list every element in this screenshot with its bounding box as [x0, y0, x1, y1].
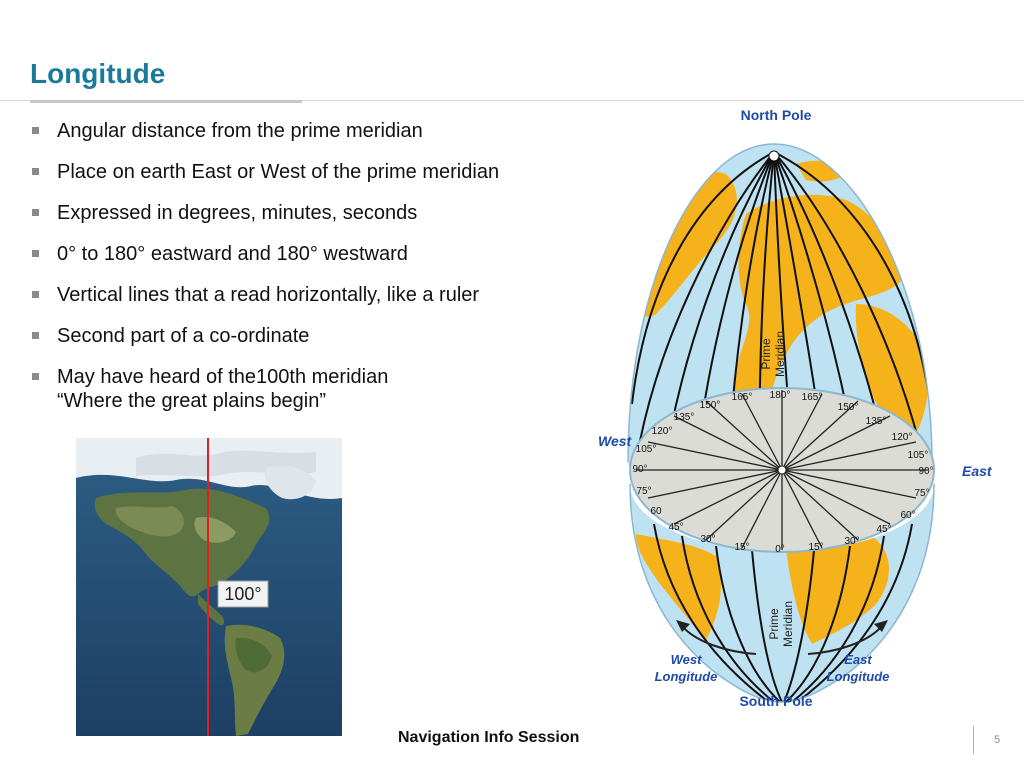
bullet-square-icon	[32, 291, 39, 298]
footer-divider	[973, 726, 974, 754]
degree-label-165w: 165°	[731, 392, 753, 403]
page-number: 5	[994, 734, 1001, 746]
bullet-square-icon	[32, 209, 39, 216]
degree-label-15e: 15°	[808, 542, 824, 553]
bullet-list	[30, 119, 590, 430]
degree-label-90w: 90°	[632, 464, 648, 475]
degree-label-60w: 60	[650, 506, 662, 517]
bullet-subtext: “Where the great plains begin”	[57, 390, 327, 412]
east-label: East	[962, 463, 992, 479]
bullet-item	[30, 242, 590, 266]
degree-label-90e: 90°	[918, 466, 934, 477]
slide-title: Longitude	[30, 58, 166, 89]
east-longitude-line1: East	[844, 652, 872, 667]
degree-label-60e: 60°	[900, 510, 916, 521]
degree-label-150w: 150°	[699, 400, 721, 411]
prime-meridian-bottom-line2: Meridian	[781, 600, 795, 648]
degree-label-120e: 120°	[891, 432, 913, 443]
bullet-text: Place on earth East or West of the prime meridian	[57, 161, 500, 183]
bullet-item	[30, 365, 590, 413]
degree-label-30e: 30°	[844, 536, 860, 547]
east-longitude-line2: Longitude	[826, 669, 890, 684]
bullet-item	[30, 201, 590, 225]
west-longitude-line2: Longitude	[654, 669, 718, 684]
bullet-square-icon	[32, 127, 39, 134]
degree-label-45w: 45°	[668, 522, 684, 533]
bullet-square-icon	[32, 250, 39, 257]
bullet-square-icon	[32, 332, 39, 339]
degree-label-105e: 105°	[907, 450, 929, 461]
west-label: West	[598, 433, 632, 449]
title-underline	[30, 100, 302, 103]
bullet-text: Angular distance from the prime meridian	[57, 120, 423, 142]
bullet-square-icon	[32, 168, 39, 175]
bullet-item	[30, 119, 590, 143]
prime-meridian-top-line2: Meridian	[773, 330, 787, 378]
degree-label-75w: 75°	[636, 486, 652, 497]
degree-label-150e: 150°	[837, 402, 859, 413]
prime-meridian-bottom-line1: Prime	[767, 608, 781, 640]
bullet-item	[30, 283, 590, 307]
bullet-text: Second part of a co-ordinate	[57, 325, 310, 347]
bullet-item	[30, 160, 590, 184]
longitude-globe-diagram	[596, 104, 1004, 716]
degree-label-15w: 15°	[734, 542, 750, 553]
degree-label-135e: 135°	[865, 416, 887, 427]
meridian-label: 100°	[224, 584, 262, 604]
north-pole-label: North Pole	[740, 107, 812, 123]
bullet-text: Vertical lines that a read horizontally, like a ruler	[57, 284, 480, 306]
bullet-item	[30, 324, 590, 348]
degree-label-75e: 75°	[914, 488, 930, 499]
bullet-text: 0° to 180° eastward and 180° westward	[57, 243, 408, 265]
degree-label-45e: 45°	[876, 524, 892, 535]
americas-map-image	[76, 438, 342, 736]
degree-label-105w: 105°	[635, 444, 657, 455]
west-longitude-line1: West	[670, 652, 702, 667]
bullet-text: Expressed in degrees, minutes, seconds	[57, 202, 418, 224]
degree-label-120w: 120°	[651, 426, 673, 437]
south-pole-label: South Pole	[739, 693, 813, 709]
footer-title: Navigation Info Session	[398, 729, 580, 746]
prime-meridian-top-line1: Prime	[759, 338, 773, 370]
bullet-text: May have heard of the100th meridian	[57, 366, 389, 388]
bullet-square-icon	[32, 373, 39, 380]
degree-label-0: 0°	[775, 544, 785, 555]
degree-label-180: 180°	[769, 390, 791, 401]
degree-label-30w: 30°	[700, 534, 716, 545]
degree-label-135w: 135°	[673, 412, 695, 423]
degree-label-165e: 165°	[801, 392, 823, 403]
